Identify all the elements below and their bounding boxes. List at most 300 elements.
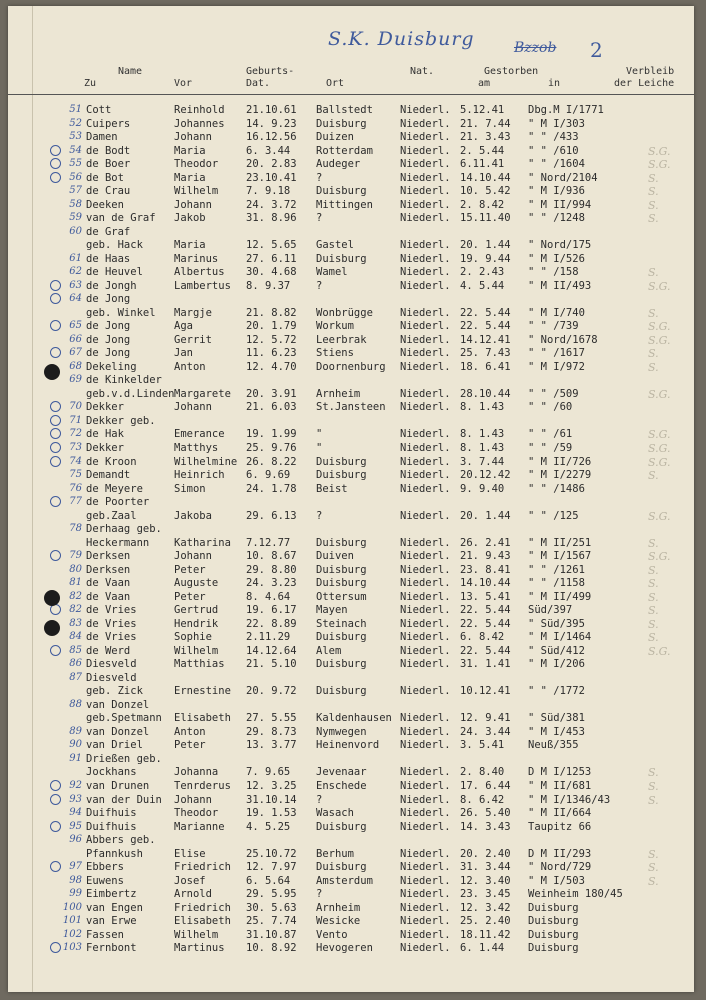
cell-nat: Niederl. xyxy=(400,820,451,833)
table-row xyxy=(8,523,694,536)
cell-gd: 21. 3.43 xyxy=(460,131,511,144)
cell-sur: de Vaan xyxy=(86,577,131,590)
cell-gi: Duisburg xyxy=(528,942,579,955)
cell-nat: Niederl. xyxy=(400,360,451,373)
cell-note: S. xyxy=(648,780,659,793)
cell-fn: Peter xyxy=(174,739,206,752)
cell-dt: 12. 3.25 xyxy=(246,780,297,792)
cell-ort: Duisburg xyxy=(316,469,367,482)
cell-sur: Derksen xyxy=(86,550,131,563)
cell-sur: de Jong xyxy=(86,333,131,346)
cell-dt: 24. 3.72 xyxy=(246,198,297,211)
cell-no: 69 xyxy=(69,374,82,386)
cell-note: S. xyxy=(648,590,659,604)
cell-fn: Peter xyxy=(174,590,206,603)
cell-nat: Niederl. xyxy=(400,131,451,144)
cell-gd: 22. 5.44 xyxy=(460,644,511,657)
cell-sur: de Jong xyxy=(86,320,131,333)
table-row xyxy=(8,253,694,266)
cell-sur: de Vries xyxy=(86,617,137,630)
cell-gi: " " /1772 xyxy=(528,685,585,698)
cell-gd: 31. 3.44 xyxy=(460,861,511,874)
cell-gd: 12. 3.42 xyxy=(460,901,511,914)
cell-gd: 23. 3.45 xyxy=(460,888,511,901)
cell-ort: Jevenaar xyxy=(316,766,367,779)
cell-no: 89 xyxy=(69,725,82,737)
cell-gi: " M II/499 xyxy=(528,590,592,603)
table-row xyxy=(8,794,694,807)
cell-fn: Friedrich xyxy=(174,861,231,874)
cell-no: 99 xyxy=(69,888,82,900)
cell-note: S. xyxy=(648,171,659,185)
cell-fn: Johann xyxy=(174,131,212,144)
cell-note: S. xyxy=(648,563,659,577)
cell-note: S.G. xyxy=(648,509,671,523)
cell-note: S.G. xyxy=(648,144,671,158)
table-row xyxy=(8,929,694,942)
cell-gd: 15.11.40 xyxy=(460,212,511,225)
cell-no: 83 xyxy=(69,617,82,629)
cell-gi: " M I/972 xyxy=(528,360,585,373)
cell-no: 91 xyxy=(69,752,82,764)
cell-dt: 29. 5.95 xyxy=(246,888,297,901)
table-row xyxy=(8,550,694,563)
cell-gd: 18. 6.41 xyxy=(460,360,511,373)
cell-ort: Duisburg xyxy=(316,563,367,576)
cell-note: S. xyxy=(648,185,659,199)
cell-note: S.G. xyxy=(648,158,671,172)
cell-sur: Euwens xyxy=(86,874,124,887)
cell-no: 78 xyxy=(69,523,82,535)
cell-note: S. xyxy=(648,874,659,888)
table-row xyxy=(8,145,694,158)
cell-gd: 22. 5.44 xyxy=(460,617,511,630)
table-row xyxy=(8,266,694,279)
cell-gi: Duisburg xyxy=(528,928,579,941)
cell-fn: Johann xyxy=(174,198,212,211)
cell-gi: Dbg.M I/1771 xyxy=(528,104,604,116)
cell-fn: Wilhelmine xyxy=(174,455,238,468)
table-row xyxy=(8,591,694,604)
cell-ort: Vento xyxy=(316,928,348,941)
cell-dt: 25. 9.76 xyxy=(246,442,297,454)
cell-gi: Neuß/355 xyxy=(528,739,579,752)
cell-dt: 31.10.14 xyxy=(246,793,297,806)
table-row xyxy=(8,415,694,428)
cell-nat: Niederl. xyxy=(400,333,451,346)
cell-sur: Pfannkush xyxy=(86,847,143,860)
cell-no: 88 xyxy=(69,698,82,710)
cell-sur: de Heuvel xyxy=(86,266,143,279)
cell-no: 80 xyxy=(69,563,82,575)
table-row xyxy=(8,469,694,482)
cell-gd: 20. 2.40 xyxy=(460,847,511,860)
cell-note: S. xyxy=(648,266,659,280)
cell-gd: 10.12.41 xyxy=(460,685,511,698)
cell-ort: Duisburg xyxy=(316,185,367,198)
cell-ort: Ottersum xyxy=(316,590,367,603)
cell-ort: Alem xyxy=(316,644,342,657)
cell-fn: Reinhold xyxy=(174,104,225,116)
cell-gd: 8. 1.43 xyxy=(460,442,505,454)
cell-gd: 5.12.41 xyxy=(460,104,505,116)
cell-no: 84 xyxy=(69,631,82,643)
cell-dt: 20. 9.72 xyxy=(246,685,297,698)
cell-note: S. xyxy=(648,469,659,483)
table-row xyxy=(8,320,694,333)
cell-nat: Niederl. xyxy=(400,158,451,171)
col-in: in xyxy=(548,78,561,89)
cell-fn: Albertus xyxy=(174,266,225,279)
cell-gi: Taupitz 66 xyxy=(528,820,592,833)
cell-sur: geb.v.d.Linden xyxy=(86,387,175,400)
cell-ort: Amsterdum xyxy=(316,874,373,887)
cell-sur: geb.Spetmann xyxy=(86,712,162,725)
col-nat: Nat. xyxy=(410,66,435,77)
cell-nat: Niederl. xyxy=(400,874,451,887)
col-name: Name xyxy=(118,66,143,77)
table-row xyxy=(8,766,694,779)
cell-dt: 20. 1.79 xyxy=(246,320,297,333)
cell-gd: 6. 1.44 xyxy=(460,942,505,955)
cell-gd: 9. 9.40 xyxy=(460,482,505,495)
table-row xyxy=(8,658,694,671)
cell-fn: Lambertus xyxy=(174,279,231,292)
cell-dt: 14. 9.23 xyxy=(246,117,297,130)
cell-ort: Wonbrügge xyxy=(316,306,373,319)
cell-fn: Elisabeth xyxy=(174,915,231,928)
cell-gd: 24. 3.44 xyxy=(460,725,511,738)
cell-sur: van Drunen xyxy=(86,780,150,792)
cell-gi: " Nord/175 xyxy=(528,239,592,252)
cell-gi: " M I/453 xyxy=(528,725,585,738)
cell-ort: Duisburg xyxy=(316,252,367,265)
cell-fn: Elisabeth xyxy=(174,712,231,725)
cell-gi: " M I/1567 xyxy=(528,550,592,563)
cell-sur: van Engen xyxy=(86,901,143,914)
cell-gd: 13. 5.41 xyxy=(460,590,511,603)
cell-note: S. xyxy=(648,306,659,320)
table-row xyxy=(8,483,694,496)
cell-nat: Niederl. xyxy=(400,455,451,468)
col-vor: Vor xyxy=(174,78,193,89)
cell-no: 100 xyxy=(62,901,82,913)
cell-note: S.G. xyxy=(648,442,671,455)
cell-note: S.G. xyxy=(648,428,671,442)
cell-nat: Niederl. xyxy=(400,171,451,184)
cell-sur: de Poorter xyxy=(86,496,150,509)
col-verbleib: Verbleib xyxy=(626,66,675,77)
cell-note: S. xyxy=(648,847,659,861)
cell-gi: " " /1486 xyxy=(528,482,585,495)
cell-note: S.G. xyxy=(648,279,671,293)
sheet-number: 2 xyxy=(590,38,603,62)
cell-no: 92 xyxy=(69,780,82,791)
table-row xyxy=(8,942,694,955)
cell-no: 61 xyxy=(69,252,82,264)
cell-gd: 14.10.44 xyxy=(460,171,511,184)
cell-no: 63 xyxy=(69,279,82,291)
cell-ort: Duisburg xyxy=(316,577,367,590)
col-am: am xyxy=(478,78,491,89)
cell-gd: 3. 5.41 xyxy=(460,739,505,752)
cell-gd: 20.12.42 xyxy=(460,469,511,482)
cell-ort: Steinach xyxy=(316,617,367,630)
cell-fn: Tenrderus xyxy=(174,780,231,792)
cell-gd: 4. 5.44 xyxy=(460,279,505,292)
cell-ort: ? xyxy=(316,509,323,522)
cell-gi: " M II/493 xyxy=(528,279,592,292)
cell-dt: 6. 5.64 xyxy=(246,874,291,887)
cell-fn: Margje xyxy=(174,306,212,319)
cell-sur: Diesveld xyxy=(86,658,137,671)
cell-dt: 24. 3.23 xyxy=(246,577,297,590)
cell-dt: 10. 8.67 xyxy=(246,550,297,563)
cell-gi: " Süd/381 xyxy=(528,712,585,725)
cell-gd: 21. 9.43 xyxy=(460,550,511,563)
cell-ort: Hevogeren xyxy=(316,942,373,955)
cell-fn: Auguste xyxy=(174,577,219,590)
cell-gd: 3. 7.44 xyxy=(460,455,505,468)
cell-gi: " M I/1464 xyxy=(528,631,592,644)
cell-gi: Duisburg xyxy=(528,915,579,928)
cell-gi: " " /158 xyxy=(528,266,579,279)
cell-nat: Niederl. xyxy=(400,306,451,319)
cell-ort: Enschede xyxy=(316,780,367,792)
cell-ort: Mittingen xyxy=(316,198,373,211)
cell-no: 86 xyxy=(69,658,82,670)
cell-sur: Derksen xyxy=(86,563,131,576)
cell-fn: Heinrich xyxy=(174,469,225,482)
cell-gi: " " /1604 xyxy=(528,158,585,171)
cell-gi: " M II/994 xyxy=(528,198,592,211)
cell-sur: de Haas xyxy=(86,252,131,265)
cell-nat: Niederl. xyxy=(400,617,451,630)
cell-note: S.G. xyxy=(648,333,671,347)
cell-note: S.G. xyxy=(648,550,671,564)
cell-nat: Niederl. xyxy=(400,807,451,820)
cell-no: 98 xyxy=(69,874,82,886)
cell-nat: Niederl. xyxy=(400,901,451,914)
cell-no: 81 xyxy=(69,577,82,589)
cell-dt: 22. 8.89 xyxy=(246,617,297,630)
cell-fn: Josef xyxy=(174,874,206,887)
cell-nat: Niederl. xyxy=(400,631,451,644)
cell-nat: Niederl. xyxy=(400,279,451,292)
cell-dt: 24. 1.78 xyxy=(246,482,297,495)
cell-gd: 6. 8.42 xyxy=(460,631,505,644)
cell-sur: de Kinkelder xyxy=(86,374,162,387)
cell-gi: " Nord/2104 xyxy=(528,171,598,184)
cell-fn: Katharina xyxy=(174,536,231,549)
cell-fn: Arnold xyxy=(174,888,212,901)
cell-ort: " xyxy=(316,442,323,454)
cell-nat: Niederl. xyxy=(400,185,451,198)
cell-nat: Niederl. xyxy=(400,725,451,738)
cell-fn: Margarete xyxy=(174,387,231,400)
cell-gi: Süd/397 xyxy=(528,604,573,617)
table-row xyxy=(8,645,694,658)
cell-sur: de Bodt xyxy=(86,144,131,157)
cell-no: 59 xyxy=(69,212,82,224)
handwritten-mark: Bzzob xyxy=(514,40,557,56)
punch-hole xyxy=(44,590,60,606)
cell-ort: Beist xyxy=(316,482,348,495)
cell-nat: Niederl. xyxy=(400,766,451,779)
cell-note: S. xyxy=(648,347,659,361)
cell-ort: Duisburg xyxy=(316,658,367,671)
cell-gi: " Nord/1678 xyxy=(528,333,598,346)
col-dat: Dat. xyxy=(246,78,271,89)
punch-hole xyxy=(44,364,60,380)
cell-no: 65 xyxy=(69,320,82,332)
cell-gd: 8. 6.42 xyxy=(460,793,505,806)
cell-gi: " " /60 xyxy=(528,401,573,414)
cell-sur: Ebbers xyxy=(86,861,124,874)
table-row xyxy=(8,104,694,117)
cell-ort: Duisburg xyxy=(316,536,367,549)
cell-sur: de Hak xyxy=(86,428,124,441)
cell-gi: " " /1261 xyxy=(528,563,585,576)
cell-ort: ? xyxy=(316,212,323,225)
cell-sur: de Kroon xyxy=(86,455,137,468)
table-row xyxy=(8,753,694,766)
cell-sur: geb. Winkel xyxy=(86,306,156,319)
cell-sur: Drießen geb. xyxy=(86,752,162,765)
table-row xyxy=(8,334,694,347)
cell-gd: 2. 8.42 xyxy=(460,198,505,211)
table-row xyxy=(8,118,694,131)
cell-gi: " " /433 xyxy=(528,131,579,144)
cell-dt: 7. 9.18 xyxy=(246,185,291,198)
cell-fn: Wilhelm xyxy=(174,928,219,941)
cell-dt: 31. 8.96 xyxy=(246,212,297,225)
cell-ort: ? xyxy=(316,171,323,184)
table-row xyxy=(8,212,694,225)
table-row xyxy=(8,699,694,712)
cell-ort: Duizen xyxy=(316,131,354,144)
cell-note: S. xyxy=(648,631,659,645)
cell-gd: 26. 5.40 xyxy=(460,807,511,820)
cell-sur: Duifhuis xyxy=(86,807,137,820)
cell-fn: Theodor xyxy=(174,158,219,171)
cell-sur: de Graf xyxy=(86,225,131,238)
cell-gi: " Nord/729 xyxy=(528,861,592,874)
cell-no: 54 xyxy=(69,144,82,156)
cell-dt: 6. 3.44 xyxy=(246,144,291,157)
col-ort: Ort xyxy=(326,78,345,89)
cell-gi: " " /59 xyxy=(528,442,573,454)
cell-dt: 8. 4.64 xyxy=(246,590,291,603)
table-row xyxy=(8,915,694,928)
col-gestorben: Gestorben xyxy=(484,66,539,77)
cell-gi: " " /509 xyxy=(528,387,579,400)
cell-no: 62 xyxy=(69,266,82,278)
cell-nat: Niederl. xyxy=(400,442,451,454)
cell-gd: 12. 3.40 xyxy=(460,874,511,887)
table-row xyxy=(8,374,694,387)
cell-sur: Heckermann xyxy=(86,536,150,549)
cell-gi: " M II/681 xyxy=(528,780,592,792)
cell-nat: Niederl. xyxy=(400,482,451,495)
cell-fn: Johannes xyxy=(174,117,225,130)
cell-no: 70 xyxy=(69,401,82,413)
cell-ort: Mayen xyxy=(316,604,348,617)
cell-dt: 13. 3.77 xyxy=(246,739,297,752)
cell-nat: Niederl. xyxy=(400,658,451,671)
table-row xyxy=(8,401,694,414)
cell-ort: ? xyxy=(316,279,323,292)
cell-no: 72 xyxy=(69,428,82,440)
cell-gd: 14.10.44 xyxy=(460,577,511,590)
cell-gi: " " /739 xyxy=(528,320,579,333)
cell-gd: 20. 1.44 xyxy=(460,509,511,522)
cell-no: 96 xyxy=(69,834,82,846)
cell-dt: 23.10.41 xyxy=(246,171,297,184)
cell-no: 67 xyxy=(69,347,82,359)
cell-sur: Demandt xyxy=(86,469,131,482)
cell-sur: Jockhans xyxy=(86,766,137,779)
cell-gd: 14. 3.43 xyxy=(460,820,511,833)
cell-dt: 30. 5.63 xyxy=(246,901,297,914)
col-zu: Zu xyxy=(84,78,97,89)
cell-ort: Nymwegen xyxy=(316,725,367,738)
cell-gi: " M I/740 xyxy=(528,306,585,319)
cell-gd: 21. 7.44 xyxy=(460,117,511,130)
cell-no: 53 xyxy=(69,131,82,143)
cell-gi: " M I/1346/43 xyxy=(528,793,611,806)
cell-nat: Niederl. xyxy=(400,739,451,752)
cell-ort: Duisburg xyxy=(316,685,367,698)
table-row xyxy=(8,239,694,252)
cell-gi: " " /61 xyxy=(528,428,573,441)
cell-nat: Niederl. xyxy=(400,604,451,617)
cell-note: S. xyxy=(648,212,659,226)
cell-fn: Hendrik xyxy=(174,617,219,630)
cell-dt: 2.11.29 xyxy=(246,631,291,644)
cell-dt: 19. 1.53 xyxy=(246,807,297,820)
cell-gd: 19. 9.44 xyxy=(460,252,511,265)
cell-nat: Niederl. xyxy=(400,252,451,265)
cell-note: S. xyxy=(648,617,659,631)
table-row xyxy=(8,293,694,306)
cell-dt: 21.10.61 xyxy=(246,104,297,116)
cell-nat: Niederl. xyxy=(400,888,451,901)
cell-gd: 22. 5.44 xyxy=(460,320,511,333)
cell-ort: Audeger xyxy=(316,158,361,171)
cell-gd: 6.11.41 xyxy=(460,158,505,171)
cell-note: S. xyxy=(648,793,659,807)
cell-ort: Duisburg xyxy=(316,455,367,468)
cell-gd: 14.12.41 xyxy=(460,333,511,346)
cell-nat: Niederl. xyxy=(400,198,451,211)
cell-sur: Derhaag geb. xyxy=(86,523,162,536)
cell-fn: Emerance xyxy=(174,428,225,441)
table-row xyxy=(8,685,694,698)
table-row xyxy=(8,226,694,239)
cell-note: S. xyxy=(648,861,659,875)
cell-no: 60 xyxy=(69,225,82,237)
table-row xyxy=(8,456,694,469)
cell-gi: D M I/1253 xyxy=(528,766,592,779)
cell-nat: Niederl. xyxy=(400,550,451,563)
cell-ort: Arnheim xyxy=(316,387,361,400)
cell-note: S. xyxy=(648,198,659,212)
cell-fn: Johanna xyxy=(174,766,219,779)
cell-fn: Friedrich xyxy=(174,901,231,914)
cell-dt: 4. 5.25 xyxy=(246,820,291,833)
cell-sur: de Vries xyxy=(86,631,137,644)
